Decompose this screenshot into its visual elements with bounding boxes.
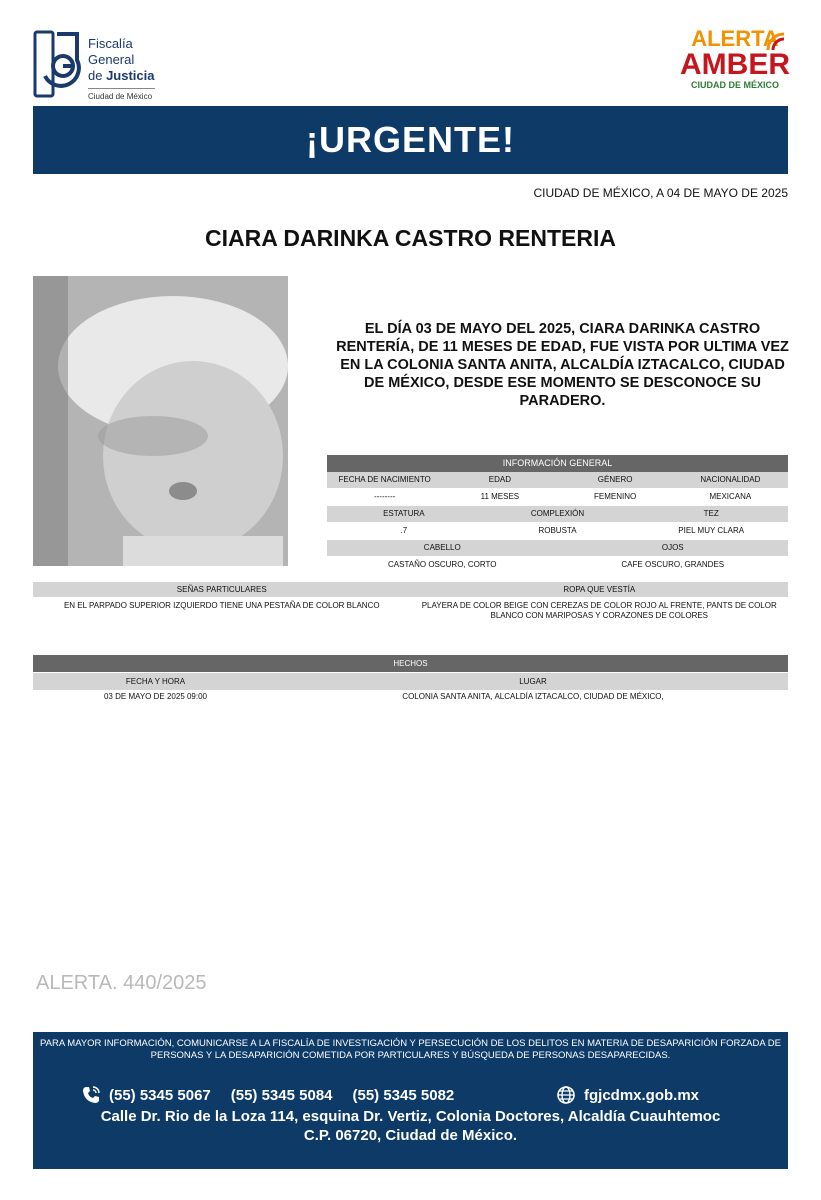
value-height: .7	[400, 526, 408, 535]
fgj-line1: Fiscalía	[88, 36, 133, 51]
missing-person-photo	[33, 276, 288, 566]
phone-1[interactable]: (55) 5345 5067	[109, 1086, 211, 1104]
website-link[interactable]: fgjcdmx.gob.mx	[584, 1086, 700, 1104]
amber-line1: ALERTA	[691, 26, 779, 51]
general-info-table	[327, 455, 788, 574]
footer	[33, 1032, 788, 1169]
label-build: COMPLEXIÓN	[530, 509, 585, 518]
info-row2-values	[327, 522, 788, 540]
label-nationality: NACIONALIDAD	[700, 475, 761, 484]
info-row1-labels	[327, 472, 788, 488]
amber-alert-logo	[680, 28, 790, 100]
fgj-wordmark	[88, 36, 155, 103]
amber-line2: AMBER	[680, 48, 790, 81]
phone-numbers	[81, 1085, 474, 1105]
hechos-header: HECHOS	[33, 655, 788, 672]
details-values	[33, 598, 788, 621]
value-birthdate: --------	[373, 492, 396, 501]
label-height: ESTATURA	[383, 509, 425, 518]
label-gender: GÉNERO	[597, 475, 633, 484]
value-place: COLONIA SANTA ANITA, ALCALDÍA IZTACALCO, CIUDAD DE MÉXICO,	[402, 692, 664, 701]
phone-icon	[81, 1085, 101, 1105]
fgj-subtitle: Ciudad de México	[88, 88, 155, 103]
details-labels	[33, 582, 788, 597]
date-line: CIUDAD DE MÉXICO, A 04 DE MAYO DE 2025	[533, 186, 788, 200]
value-date-time: 03 DE MAYO DE 2025 09:00	[103, 692, 208, 701]
globe-icon	[556, 1085, 576, 1105]
alert-number: ALERTA. 440/2025	[36, 972, 207, 994]
info-row3-labels	[327, 540, 788, 556]
value-hair: CASTAÑO OSCURO, CORTO	[388, 560, 497, 569]
value-distinctive-marks: EN EL PARPADO SUPERIOR IZQUIERDO TIENE UNA PESTAÑA DE COLOR BLANCO	[63, 601, 380, 610]
person-name: CIARA DARINKA CASTRO RENTERIA	[204, 225, 616, 251]
label-clothing: ROPA QUE VESTÍA	[563, 585, 636, 594]
label-complexion: TEZ	[703, 509, 719, 518]
child-photo-placeholder	[33, 276, 288, 566]
value-gender: FEMENINO	[594, 492, 637, 501]
info-row2-labels	[327, 506, 788, 522]
general-info-header: INFORMACIÓN GENERAL	[327, 455, 788, 472]
value-age: 11 MESES	[480, 492, 520, 501]
hechos-values	[33, 691, 788, 703]
label-place: LUGAR	[519, 677, 547, 686]
value-eyes: CAFE OSCURO, GRANDES	[621, 560, 725, 569]
address-line1: Calle Dr. Rio de la Loza 114, esquina Dr. Vertiz, Colonia Doctores, Alcaldía Cuauhtemoc	[100, 1108, 721, 1125]
fgj-line3-pre: de	[88, 68, 107, 83]
website[interactable]	[556, 1085, 699, 1105]
info-row3-values	[327, 556, 788, 574]
phone-3[interactable]: (55) 5345 5082	[352, 1086, 455, 1104]
fgj-line2: General	[88, 52, 135, 67]
address-line2: C.P. 06720, Ciudad de México.	[303, 1127, 518, 1144]
value-complexion: PIEL MUY CLARA	[678, 526, 745, 535]
footer-info: PARA MAYOR INFORMACIÓN, COMUNICARSE A LA FISCALÍA DE INVESTIGACIÓN Y PERSECUCIÓN DE LOS DELITOS EN MATERIA DE DESAPARICIÓN FORZADA DE PERSONAS Y LA DESAPARICIÓN COMETIDA POR PARTICULARES Y BÚSQUEDA DE PERSONAS DESAPARECIDAS.	[40, 1038, 781, 1061]
value-build: ROBUSTA	[538, 526, 577, 535]
label-birthdate: FECHA DE NACIMIENTO	[338, 475, 431, 484]
info-row1-values	[327, 488, 788, 506]
amber-line3: CIUDAD DE MÉXICO	[690, 80, 779, 90]
value-clothing: PLAYERA DE COLOR BEIGE CON CEREZAS DE COLOR ROJO AL FRENTE, PANTS DE COLOR BLANCO CON MARIPOSAS Y CORAZONES DE COLORES	[421, 601, 777, 620]
value-nationality: MEXICANA	[709, 492, 752, 501]
fgj-line3-strong: Justicia	[106, 68, 155, 83]
summary-text: EL DÍA 03 DE MAYO DEL 2025, CIARA DARINKA CASTRO RENTERÍA, DE 11 MESES DE EDAD, FUE VISTA POR ULTIMA VEZ EN LA COLONIA SANTA ANITA, ALCALDÍA IZTACALCO, CIUDAD DE MÉXICO, DESDE ESE MOMENTO SE DESCONOCE SU PARADERO.	[336, 321, 789, 409]
hechos-labels	[33, 673, 788, 690]
amber-signal-icon	[764, 30, 788, 54]
label-eyes: OJOS	[661, 543, 684, 552]
label-date-time: FECHA Y HORA	[125, 677, 186, 686]
label-age: EDAD	[488, 475, 511, 484]
label-hair: CABELLO	[423, 543, 461, 552]
fgj-logo	[33, 30, 163, 102]
label-distinctive-marks: SEÑAS PARTICULARES	[176, 585, 267, 594]
urgent-banner: ¡URGENTE!	[33, 106, 788, 174]
phone-2[interactable]: (55) 5345 5084	[230, 1086, 333, 1104]
fgj-shield-icon	[33, 30, 81, 98]
